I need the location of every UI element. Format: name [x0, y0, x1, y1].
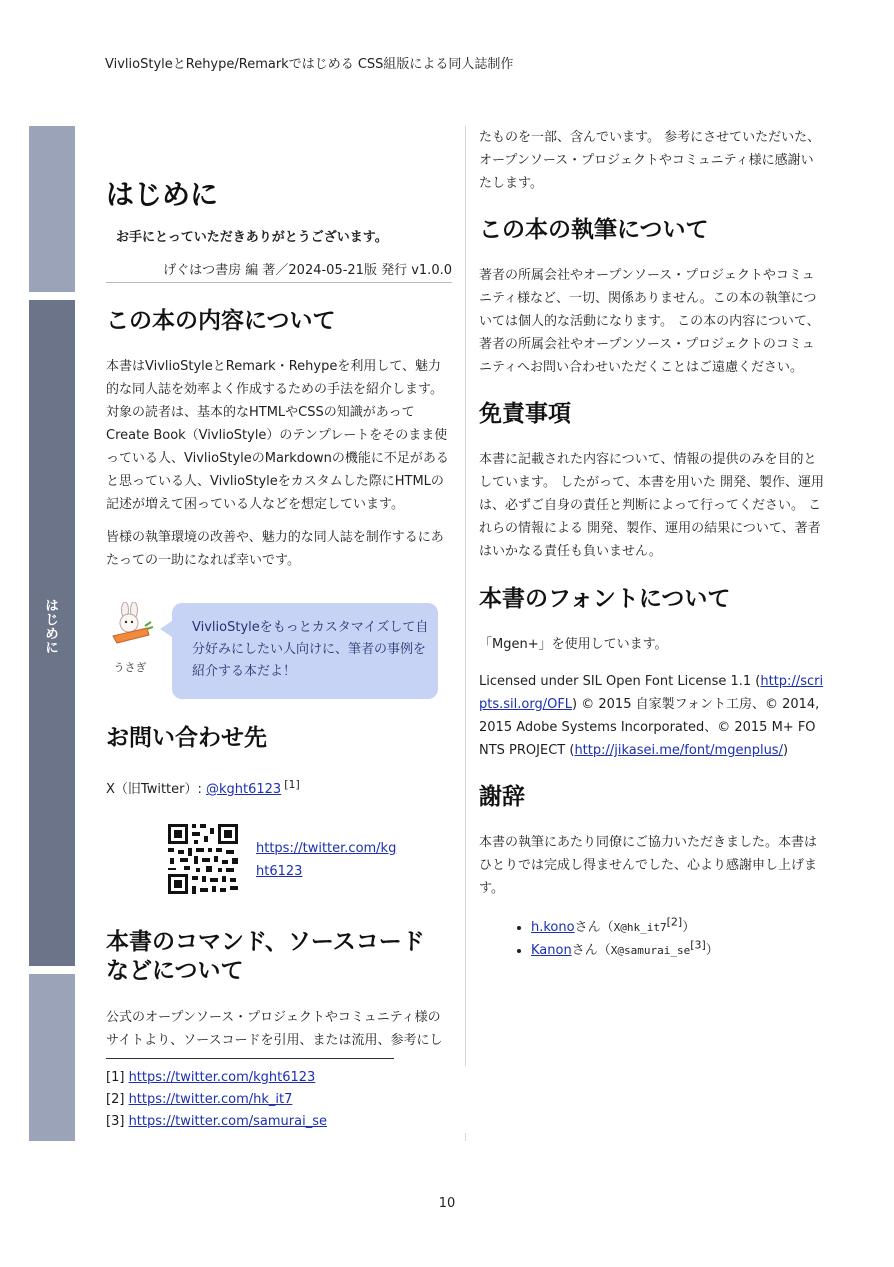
rabbit-icon: [107, 602, 153, 646]
content-paragraph-1: 本書はVivlioStyleとRemark・Rehypeを利用して、魅力的な同人誌を効率よく作成するための手法を紹介します。 対象の読者は、基本的なHTMLやCSSの知識があってCreate Book（VivlioStyle）のテンプレートをそのまま使っている人、VivlioStyleのMarkdownの機能に不足があると思っている人、VivlioStyleをカスタムした際にHTMLの記述が増えて困っている人などを想定しています。: [106, 359, 449, 512]
qr-code-icon: [166, 822, 240, 896]
byline: げぐはつ書房 編 著／2024-05-21版 発行 v1.0.0: [106, 260, 452, 283]
speech-bubble: [172, 603, 438, 699]
qr-url: [256, 837, 396, 883]
continued-paragraph: たものを一部、含んでいます。 参考にさせていただいた、オープンソース・プロジェクトやコミュニティ様に感謝いたします。: [479, 130, 821, 191]
footnotes: [106, 1067, 327, 1133]
list-item: • Kanonさん（X@samurai_se[3]）: [531, 939, 719, 962]
thanks-name-link[interactable]: Kanon: [531, 943, 572, 958]
footnote-3: [3] https://twitter.com/samurai_se: [106, 1114, 327, 1129]
rabbit-avatar: [106, 602, 154, 679]
content-paragraph-2: 皆様の執筆環境の改善や、魅力的な同人誌を制作するにあたっての一助になれば幸いです。: [106, 530, 444, 568]
footnote-ref-1[interactable]: [1]: [284, 777, 300, 791]
column-divider: [465, 126, 466, 1066]
heading-content: この本の内容について: [106, 308, 336, 334]
footnote-link[interactable]: https://twitter.com/kght6123: [128, 1070, 316, 1085]
footnote-link[interactable]: https://twitter.com/samurai_se: [128, 1114, 327, 1129]
footnote-2: [2] https://twitter.com/hk_it7: [106, 1092, 293, 1107]
commands-paragraph: 公式のオープンソース・プロジェクトやコミュニティ様のサイトより、ソースコードを引用、または流用、参考にし: [106, 1010, 443, 1048]
contact-handle-link[interactable]: @kght6123: [206, 782, 282, 797]
list-item: • h.konoさん（X@hk_it7[2]）: [531, 916, 719, 939]
column-divider-tick: [465, 1133, 466, 1141]
qr-code: [166, 822, 240, 896]
chapter-tab-label: は じ め に: [45, 599, 59, 656]
writing-paragraph: 著者の所属会社やオープンソース・プロジェクトやコミュニティ様など、一切、関係ありません。この本の執筆については個人的な活動になります。 この本の内容について、著者の所属会社やオープンソース・プロジェクトのコミュニティへお問い合わせいただくことはご遠慮ください。: [479, 268, 820, 375]
thanks-list: [479, 916, 719, 962]
mgenplus-link[interactable]: http://jikasei.me/font/mgenplus/: [574, 743, 783, 758]
footnote-1: [1] https://twitter.com/kght6123: [106, 1070, 316, 1085]
footnote-link[interactable]: https://twitter.com/hk_it7: [128, 1092, 293, 1107]
footnote-rule: [106, 1058, 394, 1059]
qr-url-link-line1[interactable]: https://twitter.com/kg: [256, 841, 397, 856]
chapter-tab-active: [29, 300, 75, 966]
contact-line: X（旧Twitter）: @kght6123 [1]: [106, 777, 300, 797]
page-number: 10: [438, 1196, 456, 1211]
heading-writing: この本の執筆について: [479, 217, 709, 243]
speech-text: VivlioStyleをもっとカスタマイズして自分好みにしたい人向けに、筆者の事例を紹介する本だよ！: [192, 620, 429, 679]
heading-commands: 本書のコマンド、ソースコード などについて: [106, 929, 425, 984]
speaker-name: うさぎ: [113, 661, 147, 674]
ofl-link[interactable]: http://scripts.sil.org/OFL: [479, 674, 824, 712]
disclaimer-paragraph: 本書に記載された内容について、情報の提供のみを目的としています。 したがって、本書を用いた 開発、製作、運用は、必ずご自身の責任と判断によって行ってください。 これらの情報による 開発、製作、運用の結果について、著者はいかなる責任も負いません。: [479, 452, 824, 559]
running-head: VivlioStyleとRehype/Remarkではじめる CSS組版による同人誌制作: [105, 57, 514, 72]
thanks-paragraph: 本書の執筆にあたり同僚にご協力いただきました。本書はひとりでは完成し得ませんでした、心より感謝申し上げます。: [479, 835, 818, 896]
thanks-name-link[interactable]: h.kono: [531, 920, 575, 935]
font-license: Licensed under SIL Open Font License 1.1 (http://scripts.sil.org/OFL) © 2015 自家製フォント工房、© 2014, 2015 Adobe Systems Incorporated、© 2015 M+ FONTS PROJECT (http://jikasei.me/font/mgenplus/): [479, 674, 824, 758]
chapter-subtitle: お手にとっていただきありがとうございます。: [116, 230, 388, 245]
content-body: [106, 355, 452, 582]
qr-url-link-line2[interactable]: ht6123: [256, 864, 303, 879]
footnote-ref-2[interactable]: [2]: [666, 915, 683, 929]
font-paragraph: 「Mgen+」を使用しています。: [479, 637, 668, 652]
heading-disclaimer: 免責事項: [479, 401, 571, 427]
chapter-tab-bottom: [29, 974, 75, 1141]
footnote-ref-3[interactable]: [3]: [690, 938, 706, 952]
chapter-tab-top: [29, 126, 75, 292]
heading-thanks: 謝辞: [479, 784, 525, 810]
heading-contact: お問い合わせ先: [106, 725, 267, 751]
chapter-title: はじめに: [106, 178, 219, 211]
heading-font: 本書のフォントについて: [479, 586, 731, 612]
